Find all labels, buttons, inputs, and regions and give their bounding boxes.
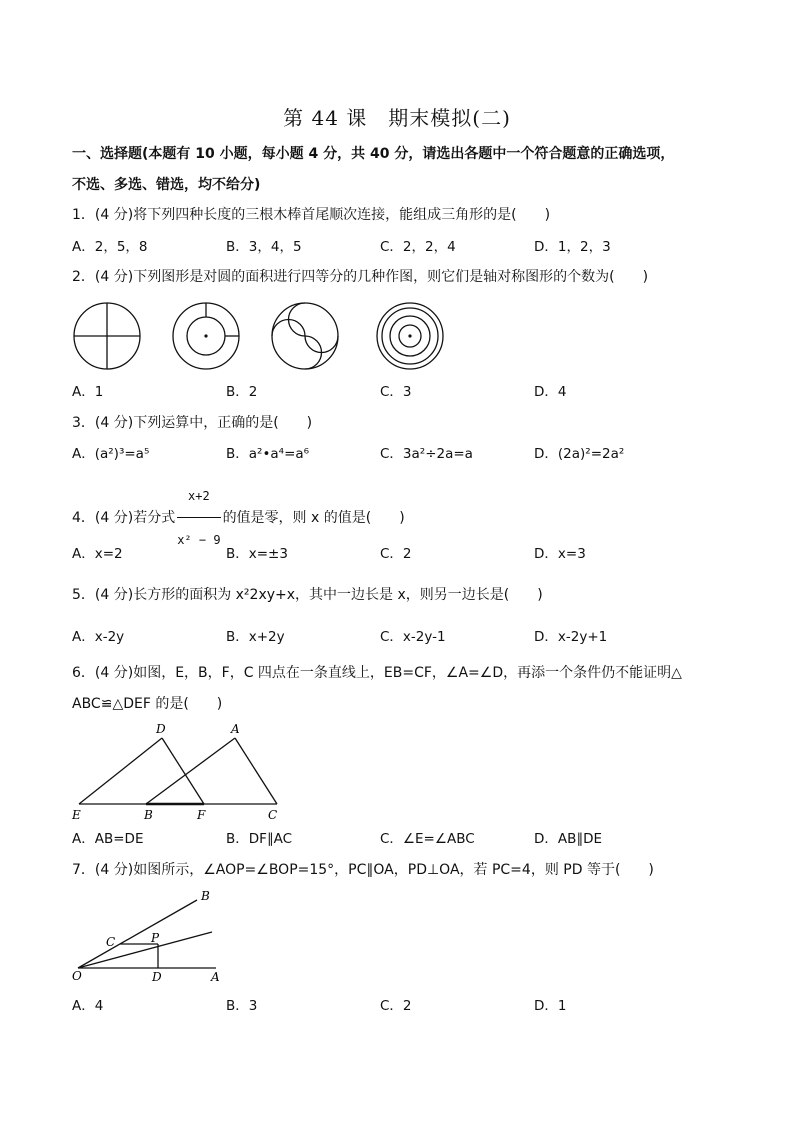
question-2-option-d: D．4: [534, 384, 567, 400]
question-5-option-c: C．x-2y-1: [380, 629, 446, 645]
question-4-option-d: D．x=3: [534, 546, 586, 562]
question-4-stem-before: 4．(4 分)若分式: [72, 510, 176, 526]
question-6-stem-line1: 6．(4 分)如图，E，B，F，C 四点在一条直线上，EB=CF，∠A=∠D，再添一个条件仍不能证明△: [72, 665, 682, 681]
section-heading-line2: 不选、多选、错选，均不给分): [72, 177, 261, 193]
question-3-option-c: C．3a²÷2a=a: [380, 446, 473, 462]
question-6-option-c: C．∠E=∠ABC: [380, 831, 475, 847]
question-3-stem: 3．(4 分)下列运算中，正确的是( ): [72, 415, 313, 431]
question-6-stem-line2: ABC≌△DEF 的是( ): [72, 696, 223, 712]
question-6-option-b: B．DF∥AC: [226, 831, 293, 847]
question-3-option-d: D．(2a)²=2a²: [534, 446, 625, 462]
question-1-stem: 1．(4 分)将下列四种长度的三根木棒首尾顺次连接，能组成三角形的是( ): [72, 207, 551, 223]
label-c: C: [268, 808, 278, 822]
question-1-option-c: C．2，2，4: [380, 239, 456, 255]
fraction-denominator: x² − 9: [177, 533, 221, 547]
label-d: D: [152, 970, 162, 984]
question-5-option-b: B．x+2y: [226, 629, 285, 645]
question-7-option-c: C．2: [380, 998, 412, 1014]
question-4-option-a: A．x=2: [72, 546, 123, 562]
label-c: C: [106, 935, 116, 949]
label-o: O: [72, 969, 82, 983]
question-7-option-d: D．1: [534, 998, 567, 1014]
question-2-option-c: C．3: [380, 384, 412, 400]
question-7-option-b: B．3: [226, 998, 258, 1014]
question-4-option-c: C．2: [380, 546, 412, 562]
question-1-option-d: D．1，2，3: [534, 239, 611, 255]
question-6-option-a: A．AB=DE: [72, 831, 144, 847]
label-a: A: [231, 722, 240, 736]
label-d: D: [156, 722, 166, 736]
question-1-option-b: B．3，4，5: [226, 239, 302, 255]
label-b: B: [144, 808, 153, 822]
question-5-option-d: D．x-2y+1: [534, 629, 608, 645]
question-3-option-a: A．(a²)³=a⁵: [72, 446, 150, 462]
section-heading-line1: 一、选择题(本题有 10 小题，每小题 4 分，共 40 分，请选出各题中一个符合题意的正确选项，: [72, 146, 675, 162]
question-5-option-a: A．x-2y: [72, 629, 125, 645]
question-2-option-a: A．1: [72, 384, 104, 400]
question-6-option-d: D．AB∥DE: [534, 831, 603, 847]
label-a: A: [211, 970, 220, 984]
question-2-stem: 2．(4 分)下列图形是对圆的面积进行四等分的几种作图，则它们是轴对称图形的个数为( ): [72, 269, 649, 285]
question-1-option-a: A．2，5，8: [72, 239, 148, 255]
label-b: B: [201, 889, 210, 903]
fraction-numerator: x+2: [177, 476, 220, 518]
question-4-stem-after: 的值是零，则 x 的值是( ): [222, 510, 405, 526]
question-3-option-b: B．a²•a⁴=a⁶: [226, 446, 310, 462]
question-4-option-b: B．x=±3: [226, 546, 288, 562]
label-e: E: [72, 808, 81, 822]
page-title: 第 44 课 期末模拟(二): [283, 106, 511, 130]
label-p: P: [151, 931, 160, 945]
question-2-option-b: B．2: [226, 384, 258, 400]
label-f: F: [197, 808, 206, 822]
question-5-stem: 5．(4 分)长方形的面积为 x²2xy+x，其中一边长是 x，则另一边长是( ): [72, 587, 543, 603]
question-7-option-a: A．4: [72, 998, 104, 1014]
question-7-stem: 7．(4 分)如图所示，∠AOP=∠BOP=15°，PC∥OA，PD⊥OA，若 PC=4，则 PD 等于( ): [72, 862, 654, 878]
